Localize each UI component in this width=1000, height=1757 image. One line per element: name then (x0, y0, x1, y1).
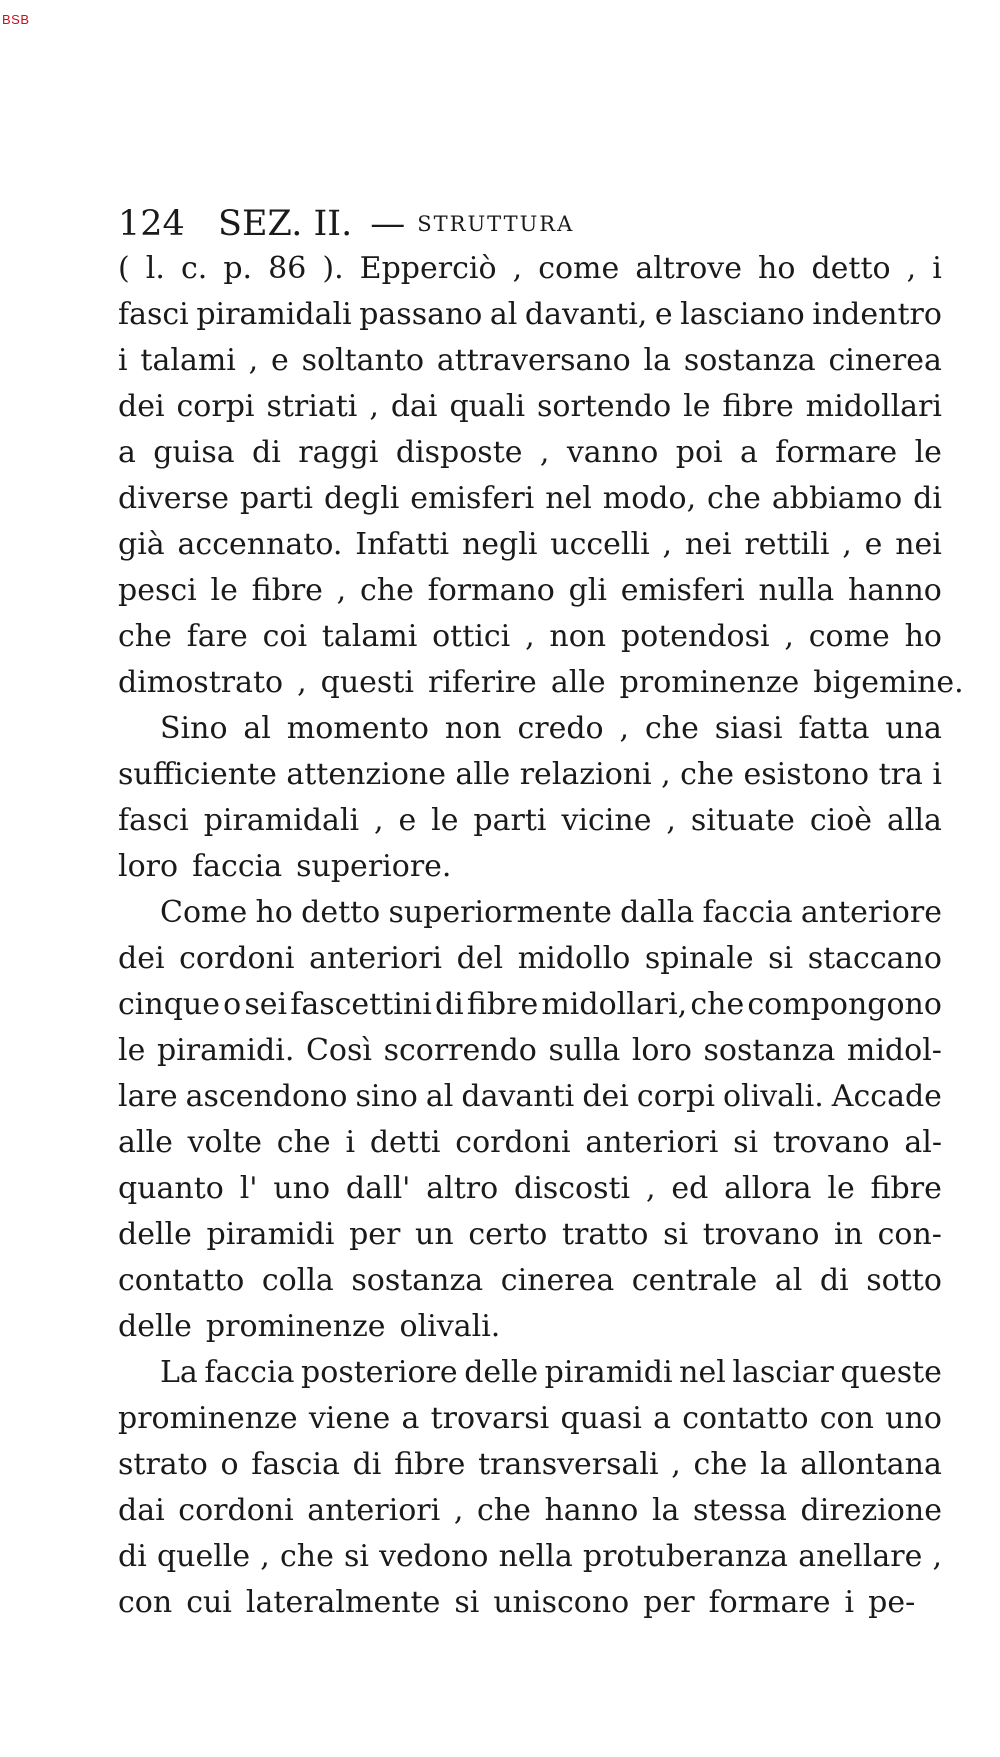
text-line: dei corpi striati , dai quali sortendo le fibre midollari (118, 389, 942, 424)
text-line: contatto colla sostanza cinerea centrale al di sotto (118, 1263, 942, 1298)
section-label: SEZ. II. (218, 204, 353, 244)
paragraph (118, 1350, 942, 1626)
book-page (118, 202, 964, 1626)
header-dash: — (370, 204, 406, 244)
text-line: fasci piramidali , e le parti vicine , situate cioè alla (118, 803, 942, 838)
text-line: alle volte che i detti cordoni anteriori si trovano al- (118, 1125, 942, 1160)
library-watermark: BSB (2, 12, 30, 27)
text-line: dimostrato , questi riferire alle prominenze bigemine. (118, 665, 964, 700)
text-line: lare ascendono sino al davanti dei corpi olivali. Accade (118, 1079, 942, 1114)
text-line: loro faccia superiore. (118, 849, 452, 884)
text-line: che fare coi talami ottici , non potendosi , come ho (118, 619, 942, 654)
paragraph (118, 246, 964, 706)
text-line: dei cordoni anteriori del midollo spinale si staccano (118, 941, 942, 976)
text-line: a guisa di raggi disposte , vanno poi a formare le (118, 435, 942, 470)
text-line: cinque o sei fascettini di fibre midollari, che compongono (118, 987, 942, 1022)
paragraph (118, 706, 942, 890)
body-text (118, 246, 964, 1626)
text-line: già accennato. Infatti negli uccelli , nei rettili , e nei (118, 527, 942, 562)
text-line: La faccia posteriore delle piramidi nel lasciar queste (160, 1355, 942, 1390)
text-line: fasci piramidali passano al davanti, e lasciano indentro (118, 297, 942, 332)
text-line: ( l. c. p. 86 ). Epperciò , come altrove ho detto , i (118, 251, 942, 286)
text-line: di quelle , che si vedono nella protuberanza anellare , (118, 1539, 942, 1574)
running-head (118, 202, 942, 246)
running-title: STRUTTURA (417, 212, 575, 236)
text-line: delle piramidi per un certo tratto si trovano in con- (118, 1217, 942, 1252)
text-line: quanto l' uno dall' altro discosti , ed allora le fibre (118, 1171, 942, 1206)
text-line: diverse parti degli emisferi nel modo, che abbiamo di (118, 481, 942, 516)
text-line: sufficiente attenzione alle relazioni , che esistono tra i (118, 757, 942, 792)
text-line: dai cordoni anteriori , che hanno la stessa direzione (118, 1493, 942, 1528)
text-line: i talami , e soltanto attraversano la sostanza cinerea (118, 343, 942, 378)
page-number: 124 (118, 204, 185, 244)
text-line: strato o fascia di fibre transversali , che la allontana (118, 1447, 942, 1482)
text-line: prominenze viene a trovarsi quasi a contatto con uno (118, 1401, 942, 1436)
text-line: pesci le fibre , che formano gli emisferi nulla hanno (118, 573, 942, 608)
text-line: con cui lateralmente si uniscono per formare i pe- (118, 1585, 916, 1620)
text-line: le piramidi. Così scorrendo sulla loro sostanza midol- (118, 1033, 942, 1068)
text-line: Come ho detto superiormente dalla faccia anteriore (160, 895, 942, 930)
paragraph (118, 890, 942, 1350)
text-line: Sino al momento non credo , che siasi fatta una (160, 711, 942, 746)
text-line: delle prominenze olivali. (118, 1309, 501, 1344)
